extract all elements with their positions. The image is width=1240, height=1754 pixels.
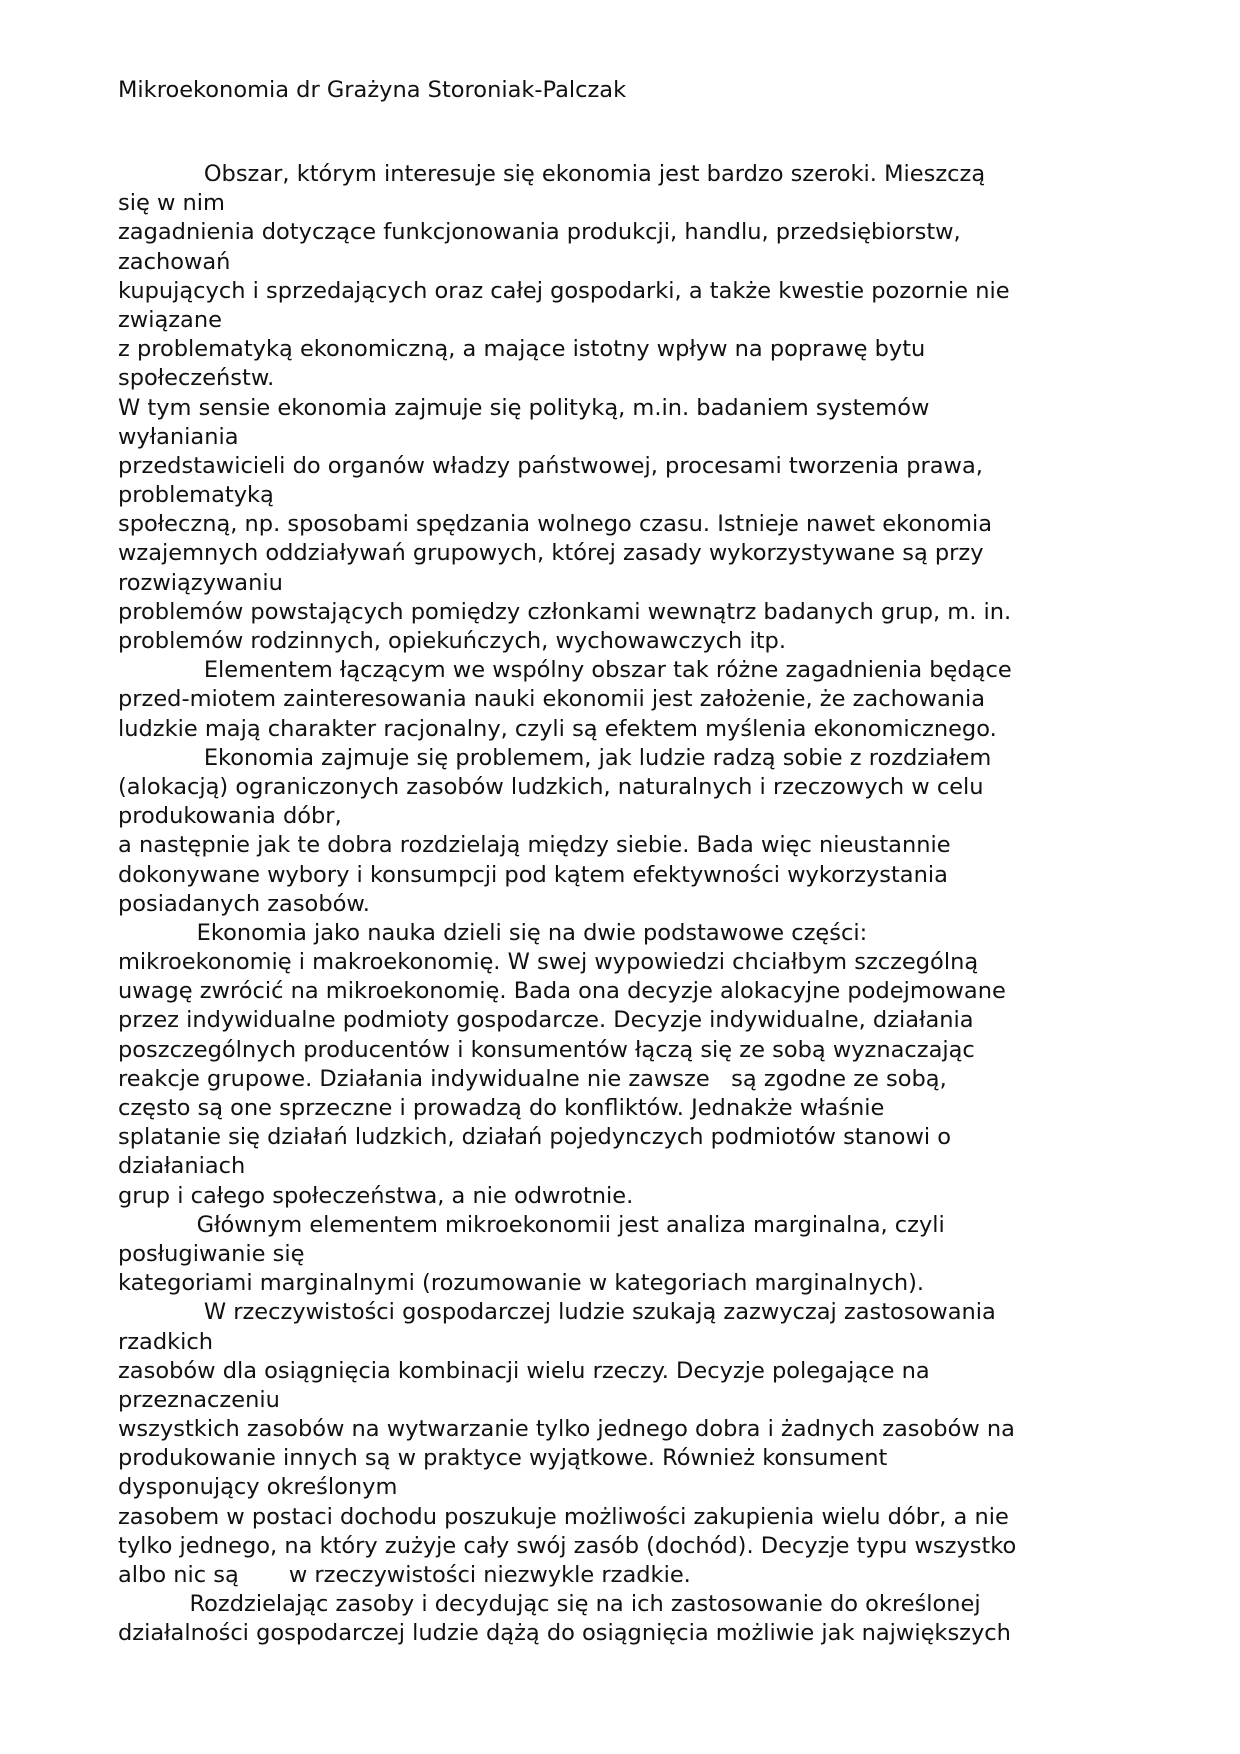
text-line: poszczególnych producentów i konsumentów łączą się ze sobą wyznaczając bbox=[118, 1036, 975, 1063]
text-line: problemów rodzinnych, opiekuńczych, wychowawczych itp. bbox=[118, 628, 786, 654]
text-line: (alokacją) ograniczonych zasobów ludzkich, naturalnych i rzeczowych w celu bbox=[118, 773, 984, 800]
text-line: Ekonomia jako nauka dzieli się na dwie podstawowe części: bbox=[118, 919, 868, 946]
text-line: a następnie jak te dobra rozdzielają między siebie. Bada więc nieustannie bbox=[118, 832, 951, 859]
text-line: Elementem łączącym we wspólny obszar tak różne zagadnienia będące bbox=[118, 657, 1012, 684]
text-line: Głównym elementem mikroekonomii jest analiza marginalna, czyli bbox=[118, 1211, 945, 1238]
text-line: często są one sprzeczne i prowadzą do konfliktów. Jednakże właśnie bbox=[118, 1095, 885, 1121]
text-line: dokonywane wybory i konsumpcji pod kątem efektywności wykorzystania bbox=[118, 861, 948, 888]
text-line: tylko jednego, na który zużyje cały swój zasób (dochód). Decyzje typu wszystko bbox=[118, 1532, 1017, 1559]
text-line: działalności gospodarczej ludzie dążą do osiągnięcia możliwie jak największych bbox=[118, 1620, 1011, 1647]
text-line: Rozdzielając zasoby i decydując się na ich zastosowanie do określonej bbox=[118, 1591, 981, 1618]
text-line: społeczną, np. sposobami spędzania wolnego czasu. Istnieje nawet ekonomia bbox=[118, 511, 993, 538]
text-line: kategoriami marginalnymi (rozumowanie w kategoriach marginalnych). bbox=[118, 1270, 925, 1297]
document-header: Mikroekonomia dr Grażyna Storoniak-Palczak bbox=[118, 77, 627, 103]
text-line: ludzkie mają charakter racjonalny, czyli są efektem myślenia ekonomicznego. bbox=[118, 715, 997, 742]
text-line: przedstawicieli do organów władzy państwowej, procesami tworzenia prawa, bbox=[118, 452, 983, 479]
text-line: rzadkich bbox=[118, 1328, 214, 1355]
text-line: posiadanych zasobów. bbox=[118, 890, 370, 917]
text-line: zachowań bbox=[118, 248, 231, 275]
text-line: uwagę zwrócić na mikroekonomię. Bada ona decyzje alokacyjne podejmowane bbox=[118, 978, 1006, 1005]
text-line: rozwiązywaniu bbox=[118, 569, 283, 596]
text-line: produkowanie innych są w praktyce wyjątkowe. Również konsument bbox=[118, 1445, 888, 1472]
text-line: grup i całego społeczeństwa, a nie odwrotnie. bbox=[118, 1182, 634, 1209]
text-line: się w nim bbox=[118, 190, 225, 217]
text-line: posługiwanie się bbox=[118, 1240, 305, 1267]
text-line: społeczeństw. bbox=[118, 365, 275, 392]
text-line: mikroekonomię i makroekonomię. W swej wypowiedzi chciałbym szczególną bbox=[118, 949, 979, 976]
text-line: związane bbox=[118, 306, 222, 333]
text-line: problematyką bbox=[118, 482, 274, 509]
text-line: wzajemnych oddziaływań grupowych, której zasady wykorzystywane są przy bbox=[118, 540, 984, 567]
text-line: zasobów dla osiągnięcia kombinacji wielu rzeczy. Decyzje polegające na bbox=[118, 1357, 930, 1384]
text-line: reakcje grupowe. Działania indywidualne nie zawsze są zgodne ze sobą, bbox=[118, 1065, 947, 1092]
document-body bbox=[118, 160, 1128, 1649]
text-line: wszystkich zasobów na wytwarzanie tylko jednego dobra i żadnych zasobów na bbox=[118, 1416, 1015, 1443]
text-line: z problematyką ekonomiczną, a mające istotny wpływ na poprawę bytu bbox=[118, 336, 926, 363]
text-line: przed-miotem zainteresowania nauki ekonomii jest założenie, że zachowania bbox=[118, 686, 986, 713]
text-line: splatanie się działań ludzkich, działań pojedynczych podmiotów stanowi o bbox=[118, 1124, 952, 1151]
text-line: albo nic są w rzeczywistości niezwykle rzadkie. bbox=[118, 1562, 691, 1588]
text-line: W tym sensie ekonomia zajmuje się polityką, m.in. badaniem systemów bbox=[118, 394, 930, 421]
text-line: zagadnienia dotyczące funkcjonowania produkcji, handlu, przedsiębiorstw, bbox=[118, 219, 961, 246]
text-line: przeznaczeniu bbox=[118, 1386, 280, 1413]
text-line: przez indywidualne podmioty gospodarcze. Decyzje indywidualne, działania bbox=[118, 1007, 974, 1034]
text-line: kupujących i sprzedających oraz całej gospodarki, a także kwestie pozornie nie bbox=[118, 277, 1010, 304]
text-line: Ekonomia zajmuje się problemem, jak ludzie radzą sobie z rozdziałem bbox=[118, 744, 992, 771]
text-line: W rzeczywistości gospodarczej ludzie szukają zazwyczaj zastosowania bbox=[118, 1299, 996, 1326]
text-line: dysponujący określonym bbox=[118, 1474, 398, 1501]
text-line: produkowania dóbr, bbox=[118, 803, 342, 830]
text-line: problemów powstających pomiędzy członkami wewnątrz badanych grup, m. in. bbox=[118, 598, 1012, 625]
text-line: wyłaniania bbox=[118, 423, 239, 450]
text-line: Obszar, którym interesuje się ekonomia jest bardzo szeroki. Mieszczą bbox=[118, 161, 986, 187]
text-line: zasobem w postaci dochodu poszukuje możliwości zakupienia wielu dóbr, a nie bbox=[118, 1503, 1009, 1530]
text-line: działaniach bbox=[118, 1153, 246, 1180]
